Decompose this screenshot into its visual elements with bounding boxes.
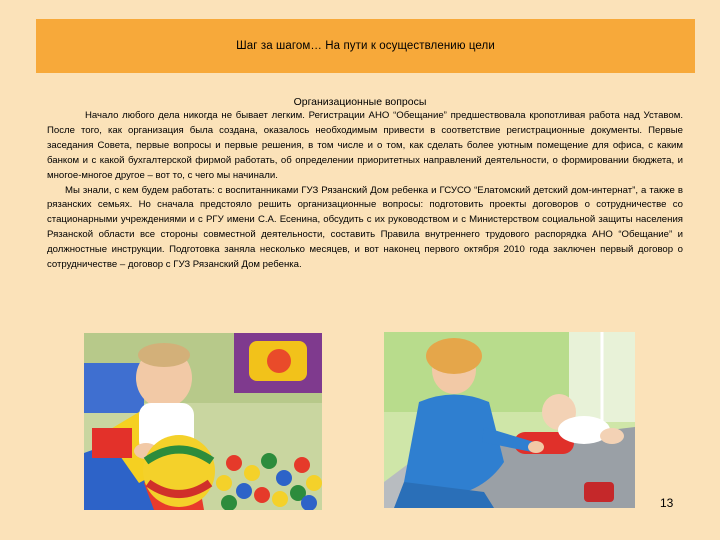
therapist-with-baby-photo — [384, 332, 635, 508]
paragraph-1: Начало любого дела никогда не бывает легким. Регистрации АНО “Обещание” предшествовала кропотливая работа над Уставом. После того, как организация была создана, оказалось необходимым привести в соответствие регистрационные документы. Первые заседания Совета, первые вопросы и первые решения, в том числе и о том, как сделать более уютным помещение для офиса, с каким банком и с какой бухгалтерской фирмой работать, об определении приоритетных направлений деятельности, о формировании бюджета, и многое-многое другое – вот то, с чего мы начинали. — [47, 110, 683, 181]
page-number: 13 — [660, 496, 674, 510]
slide-title: Шаг за шагом… На пути к осуществлению цели — [236, 40, 495, 52]
body-text — [47, 109, 683, 273]
section-title: Организационные вопросы — [293, 96, 427, 108]
slide-header-bar — [36, 19, 695, 73]
paragraph-2: Мы знали, с кем будем работать: с воспитанниками ГУЗ Рязанский Дом ребенка и ГСУСО “Елатомский детский дом-интернат”, а также в рязанских семьях. Но сначала предстояло решить организационные вопросы: подготовить проекты договоров о сотрудничестве со стационарными учреждениями и с РГУ имени С.А. Есенина, обсудить с их руководством и с Министерством социальной защиты населения Рязанской области все стороны совместной деятельности, составить Правила внутреннего трудового распорядка АНО “Обещание” и должностные инструкции. Подготовка заняла несколько месяцев, и вот наконец первого октября 2010 года заключен первый договор о сотрудничестве – договор с ГУЗ Рязанский Дом ребенка. — [47, 184, 683, 271]
child-in-ball-pit-photo — [84, 333, 322, 510]
